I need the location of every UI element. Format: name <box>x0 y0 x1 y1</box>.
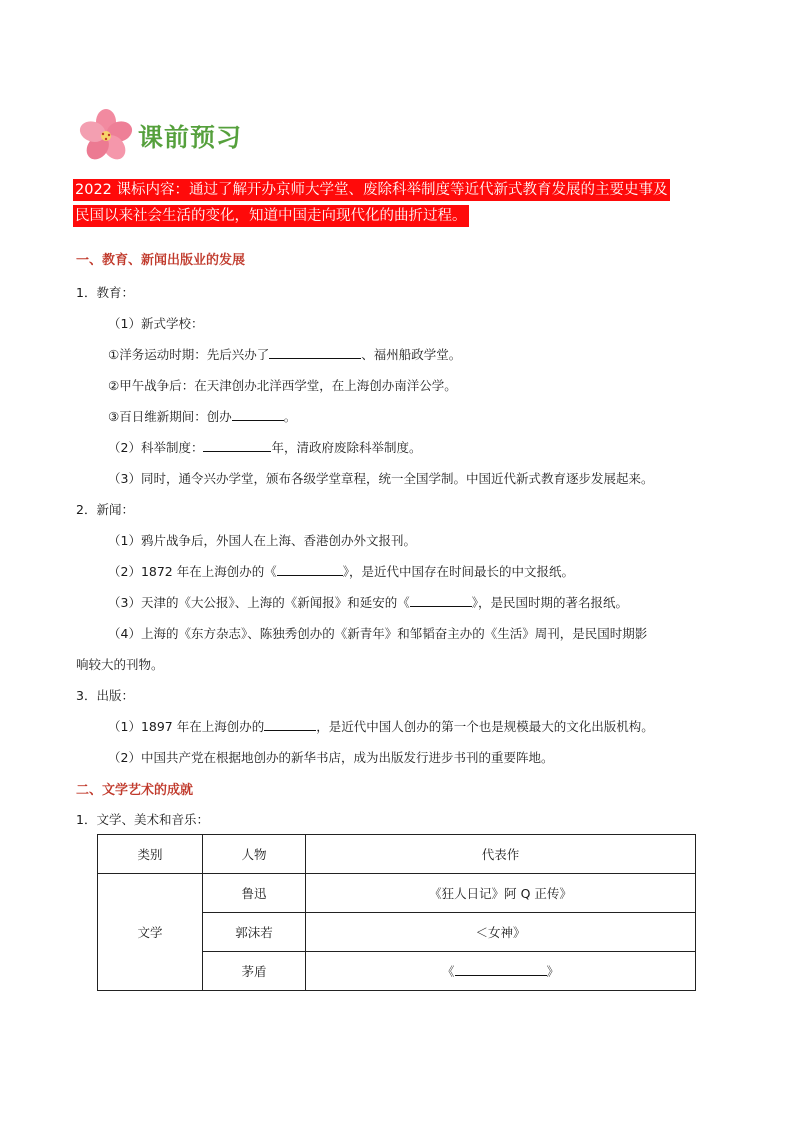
fill-blank[interactable] <box>203 439 271 452</box>
person-cell: 鲁迅 <box>203 874 306 913</box>
news-item-3: （3）天津的《大公报》、上海的《新闻报》和延安的《 》，是民国时期的著名报纸。 <box>108 595 628 610</box>
education-heading: 1．教育： <box>76 285 134 300</box>
work-cell: ＜女神》 <box>306 913 696 952</box>
fill-blank[interactable] <box>455 963 547 976</box>
news-item-1: （1）鸦片战争后，外国人在上海、香港创办外文报刊。 <box>108 533 416 548</box>
standard-line-2: 民国以来社会生活的变化，知道中国走向现代化的曲折过程。 <box>73 205 469 227</box>
news-item-2: （2）1872 年在上海创办的《 》，是近代中国存在时间最长的中文报纸。 <box>108 564 575 579</box>
publishing-item-1: （1）1897 年在上海创办的 ，是近代中国人创办的第一个也是规模最大的文化出版机构。 <box>108 719 654 734</box>
school-item-3: ③百日维新期间：创办 。 <box>108 409 297 424</box>
category-cell: 文学 <box>98 874 203 991</box>
fill-blank[interactable] <box>264 718 316 731</box>
literature-table <box>97 834 696 991</box>
table-header-cell: 类别 <box>98 835 203 874</box>
fill-blank[interactable] <box>277 563 343 576</box>
table-header-row <box>98 835 696 874</box>
work-cell: 《狂人日记》阿 Q 正传》 <box>306 874 696 913</box>
table-header-cell: 人物 <box>203 835 306 874</box>
plum-blossom-icon <box>76 108 134 164</box>
literature-heading: 1．文学、美术和音乐： <box>76 812 209 827</box>
exam-system-item: （2）科举制度： 年，清政府废除科举制度。 <box>108 440 422 455</box>
standard-line-1: 2022 课标内容：通过了解开办京师大学堂、废除科举制度等近代新式教育发展的主要史事及 <box>73 179 670 201</box>
person-cell: 茅盾 <box>203 952 306 991</box>
section-title: 课前预习 <box>138 123 243 152</box>
work-cell: 《 》 <box>306 952 696 991</box>
publishing-item-2: （2）中国共产党在根据地创办的新华书店，成为出版发行进步书刊的重要阵地。 <box>108 750 554 765</box>
education-system-item: （3）同时，通令兴办学堂，颁布各级学堂章程，统一全国学制。中国近代新式教育逐步发展起来。 <box>108 471 654 486</box>
fill-blank[interactable] <box>269 346 361 359</box>
news-heading: 2．新闻： <box>76 502 134 517</box>
section-heading-education-news: 一、教育、新闻出版业的发展 <box>76 253 246 268</box>
table-header-cell: 代表作 <box>306 835 696 874</box>
school-item-1: ①洋务运动时期：先后兴办了 、福州船政学堂。 <box>108 347 462 362</box>
fill-blank[interactable] <box>410 594 472 607</box>
school-item-2: ②甲午战争后：在天津创办北洋西学堂，在上海创办南洋公学。 <box>108 378 457 393</box>
fill-blank[interactable] <box>232 408 284 421</box>
news-item-4-line-2: 响较大的刊物。 <box>76 657 164 672</box>
section-header <box>76 108 242 164</box>
table-row <box>98 874 696 913</box>
person-cell: 郭沫若 <box>203 913 306 952</box>
new-schools-heading: （1）新式学校： <box>108 316 204 331</box>
news-item-4-line-1: （4）上海的《东方杂志》、陈独秀创办的《新青年》和邹韬奋主办的《生活》周刊，是民国时期影 <box>108 626 648 641</box>
section-heading-literature-art: 二、文学艺术的成就 <box>76 783 194 798</box>
publishing-heading: 3．出版： <box>76 688 134 703</box>
curriculum-standard <box>73 179 723 231</box>
